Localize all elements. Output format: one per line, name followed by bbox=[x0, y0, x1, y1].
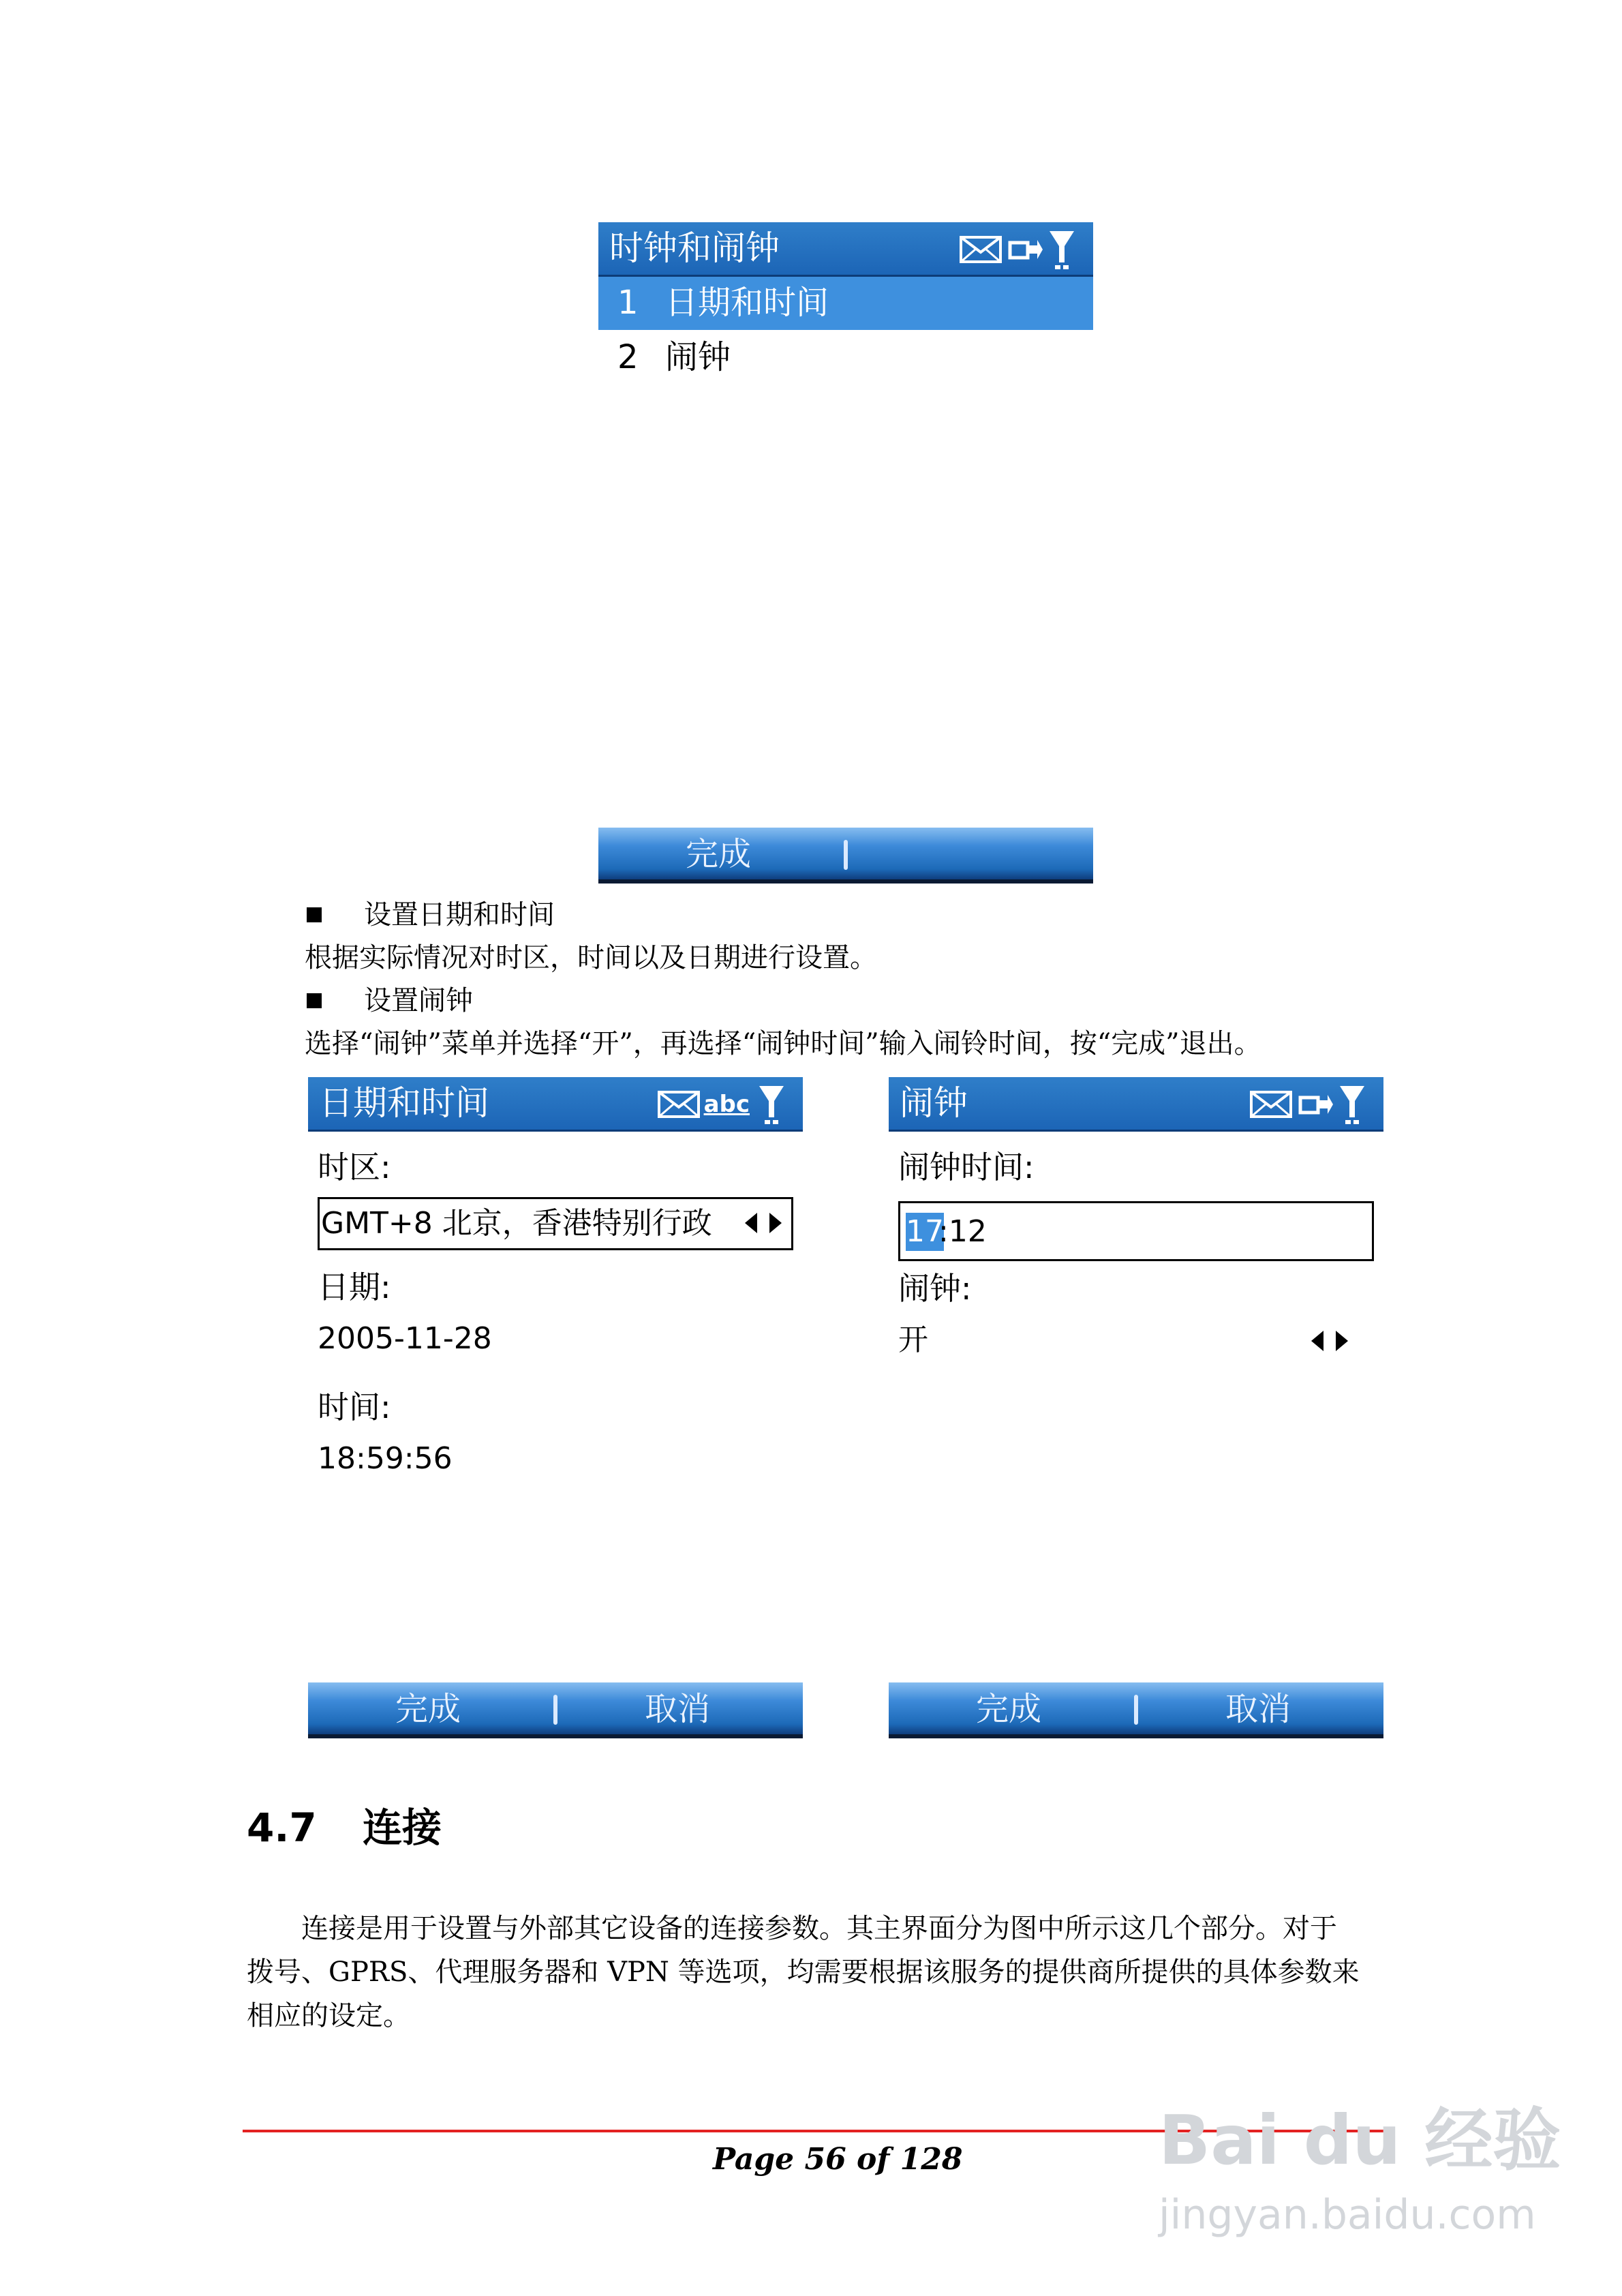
bullet-text: 设置日期和时间 bbox=[364, 899, 555, 931]
status-icons bbox=[658, 1084, 785, 1125]
date-time-screen bbox=[308, 1077, 803, 1738]
timezone-label: 时区: bbox=[318, 1149, 391, 1185]
message-icon bbox=[960, 236, 1002, 263]
alarm-value[interactable]: 开 bbox=[898, 1323, 928, 1357]
watermark-brand: Bai du 经验 bbox=[1159, 2100, 1561, 2180]
softkey-separator bbox=[1134, 1695, 1138, 1725]
title-bar bbox=[889, 1077, 1383, 1132]
done-softkey[interactable]: 完成 bbox=[976, 1690, 1042, 1728]
paragraph-line: 相应的设定。 bbox=[247, 2000, 410, 2031]
screen-title: 闹钟 bbox=[900, 1083, 968, 1123]
cancel-softkey[interactable]: 取消 bbox=[645, 1690, 711, 1728]
message-icon bbox=[658, 1091, 700, 1118]
alarm-hour[interactable]: 17 bbox=[906, 1213, 944, 1251]
arrow-left-icon[interactable] bbox=[745, 1213, 757, 1233]
arrow-right-icon[interactable] bbox=[769, 1213, 782, 1233]
instruction-line: 选择“闹钟”菜单并选择“开”，再选择“闹钟时间”输入闹铃时间，按“完成”退出。 bbox=[305, 1028, 1261, 1059]
signal-icon bbox=[1338, 1083, 1366, 1126]
menu-item-label: 闹钟 bbox=[665, 338, 731, 376]
softkey-bar bbox=[889, 1682, 1383, 1738]
alarm-arrows[interactable] bbox=[1311, 1331, 1348, 1351]
time-value[interactable]: 18:59:56 bbox=[318, 1441, 453, 1476]
done-softkey[interactable]: 完成 bbox=[395, 1690, 461, 1728]
cancel-softkey[interactable]: 取消 bbox=[1225, 1690, 1291, 1728]
softkey-separator bbox=[553, 1695, 557, 1725]
arrow-left-icon[interactable] bbox=[1311, 1331, 1323, 1351]
bullet bbox=[307, 993, 322, 1008]
alarm-label: 闹钟: bbox=[898, 1270, 972, 1307]
message-icon bbox=[1250, 1091, 1292, 1118]
section-title: 连接 bbox=[363, 1804, 442, 1851]
paragraph-line: 连接是用于设置与外部其它设备的连接参数。其主界面分为图中所示这几个部分。对于 bbox=[301, 1913, 1337, 1944]
alarm-screen bbox=[889, 1077, 1383, 1738]
alarm-time-input[interactable] bbox=[898, 1201, 1374, 1261]
softkey-separator bbox=[844, 840, 848, 870]
screen-title: 时钟和闹钟 bbox=[609, 228, 780, 268]
sync-icon bbox=[1296, 1088, 1334, 1121]
timezone-arrows[interactable] bbox=[745, 1213, 782, 1233]
signal-icon bbox=[1048, 228, 1075, 271]
input-mode-indicator: abc bbox=[703, 1091, 750, 1118]
screen-title: 日期和时间 bbox=[319, 1083, 489, 1123]
status-icons bbox=[960, 229, 1075, 270]
signal-icon bbox=[758, 1083, 785, 1126]
menu-item-date-time[interactable] bbox=[598, 277, 1093, 330]
menu-item-number: 1 bbox=[617, 284, 639, 322]
menu-item-number: 2 bbox=[617, 338, 639, 376]
section-number: 4.7 bbox=[247, 1804, 317, 1851]
done-softkey[interactable]: 完成 bbox=[686, 835, 752, 873]
date-label: 日期: bbox=[318, 1269, 391, 1305]
time-label: 时间: bbox=[318, 1389, 391, 1425]
menu-item-alarm[interactable] bbox=[598, 331, 1093, 384]
alarm-time-label: 闹钟时间: bbox=[898, 1149, 1035, 1185]
sync-icon bbox=[1006, 233, 1044, 266]
timezone-value: GMT+8 北京，香港特别行政 bbox=[321, 1206, 712, 1241]
alarm-minute[interactable]: :12 bbox=[938, 1214, 987, 1249]
date-value[interactable]: 2005-11-28 bbox=[318, 1321, 492, 1356]
instruction-line: 根据实际情况对时区，时间以及日期进行设置。 bbox=[305, 942, 877, 973]
softkey-bar bbox=[308, 1682, 803, 1738]
page-number: Page 56 of 128 bbox=[713, 2142, 963, 2177]
arrow-right-icon[interactable] bbox=[1336, 1331, 1348, 1351]
clock-alarm-screen bbox=[598, 222, 1093, 883]
timezone-select[interactable] bbox=[318, 1197, 793, 1250]
status-icons bbox=[1250, 1084, 1366, 1125]
watermark-url: jingyan.baidu.com bbox=[1159, 2191, 1536, 2239]
bullet bbox=[307, 907, 322, 922]
paragraph-line: 拨号、GPRS、代理服务器和 VPN 等选项，均需要根据该服务的提供商所提供的具体参数来 bbox=[247, 1957, 1360, 1988]
bullet-text: 设置闹钟 bbox=[364, 985, 473, 1016]
softkey-bar bbox=[598, 828, 1093, 883]
title-bar bbox=[308, 1077, 803, 1132]
title-bar bbox=[598, 222, 1093, 277]
menu-item-label: 日期和时间 bbox=[665, 284, 829, 322]
